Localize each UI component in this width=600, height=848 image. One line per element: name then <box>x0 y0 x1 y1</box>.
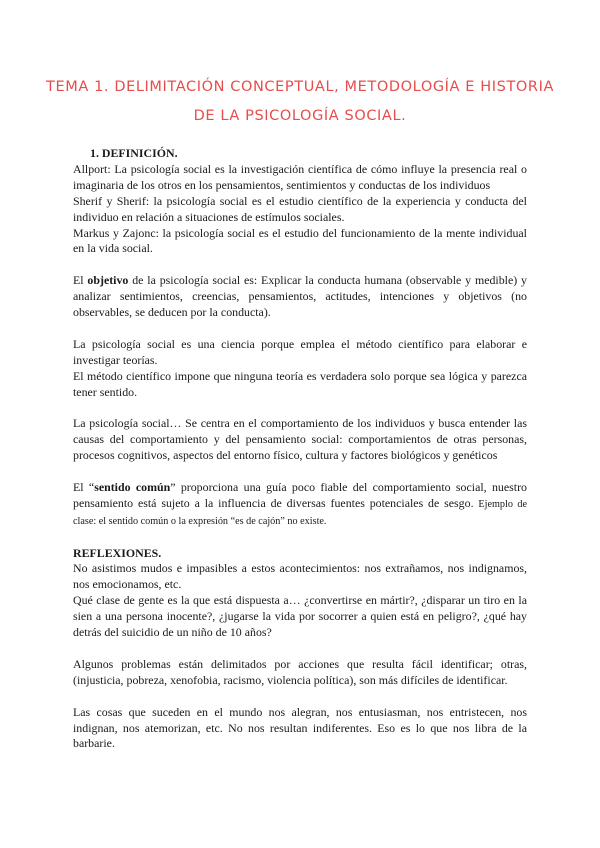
objetivo-term: objetivo <box>87 273 129 288</box>
paragraph-objetivo: El objetivo de la psicología social es: Explicar la conducta humana (observable y medible) y analizar sentimientos, creencias, pensamientos, actitudes, intenciones y objetivos (no observables, se deducen por la conducta). <box>73 273 527 320</box>
paragraph-sentido-comun: El “sentido común” proporciona una guía poco fiable del comportamiento social, nuestro pensamiento está sujeto a la influencia de diversas fuentes potenciales de sesgo. Ejemplo de clase: el sentido común o la expresión “es de cajón” no existe. <box>73 479 527 527</box>
reflexion-1: No asistimos mudos e impasibles a estos acontecimientos: nos extrañamos, nos indignamos, nos emocionamos, etc. <box>73 561 527 592</box>
paragraph-ciencia-1: La psicología social es una ciencia porque emplea el método científico para elaborar e investigar teorías. <box>73 336 527 367</box>
title-line-2: DE LA PSICOLOGÍA SOCIAL. <box>193 108 407 124</box>
definition-allport: Allport: La psicología social es la investigación científica de cómo influye la presencia real o imaginaria de los otros en los pensamientos, sentimientos y conductas de los individuos <box>73 161 527 192</box>
class-example-note: Ejemplo de clase: el sentido común o la expresión “es de cajón” no existe. <box>73 498 527 527</box>
document-body <box>73 146 527 752</box>
reflexion-3: Algunos problemas están delimitados por acciones que resulta fácil identificar; otras, (injusticia, pobreza, xenofobia, racismo, violencia política), son más difíciles de identificar. <box>73 656 527 687</box>
paragraph-ciencia-2: El método científico impone que ninguna teoría es verdadera solo porque sea lógica y parezca tener sentido. <box>73 368 527 399</box>
section-heading-reflexiones: REFLEXIONES. <box>73 545 162 560</box>
reflexion-4: Las cosas que suceden en el mundo nos alegran, nos entusiasman, nos entristecen, nos indignan, nos atemorizan, etc. No nos resultan indiferentes. Eso es lo que nos libra de la barbarie. <box>73 704 527 751</box>
definition-markus: Markus y Zajonc: la psicología social es el estudio del funcionamiento de la mente individual en la vida social. <box>73 225 527 256</box>
paragraph-centra: La psicología social… Se centra en el comportamiento de los individuos y busca entender las causas del comportamiento y del pensamiento social: comportamientos de otras personas, procesos cognitivos, aspectos del entorno físico, cultura y factores biológicos y genéticos <box>73 416 527 463</box>
sentido-comun-term: sentido común <box>94 479 171 494</box>
reflexion-2: Qué clase de gente es la que está dispuesta a… ¿convertirse en mártir?, ¿disparar un tiro en la sien a una persona inocente?, ¿jugarse la vida por socorrer a quien está en peligro?, ¿qué hay detrás del suicidio de un niño de 10 años? <box>73 593 527 640</box>
definition-sherif: Sherif y Sherif: la psicología social es el estudio científico de la experiencia y conducta del individuo en relación a situaciones de estímulos sociales. <box>73 193 527 224</box>
section-heading-definicion: 1. DEFINICIÓN. <box>90 146 178 160</box>
title-line-1: TEMA 1. DELIMITACIÓN CONCEPTUAL, METODOLOGÍA E HISTORIA <box>46 79 554 95</box>
